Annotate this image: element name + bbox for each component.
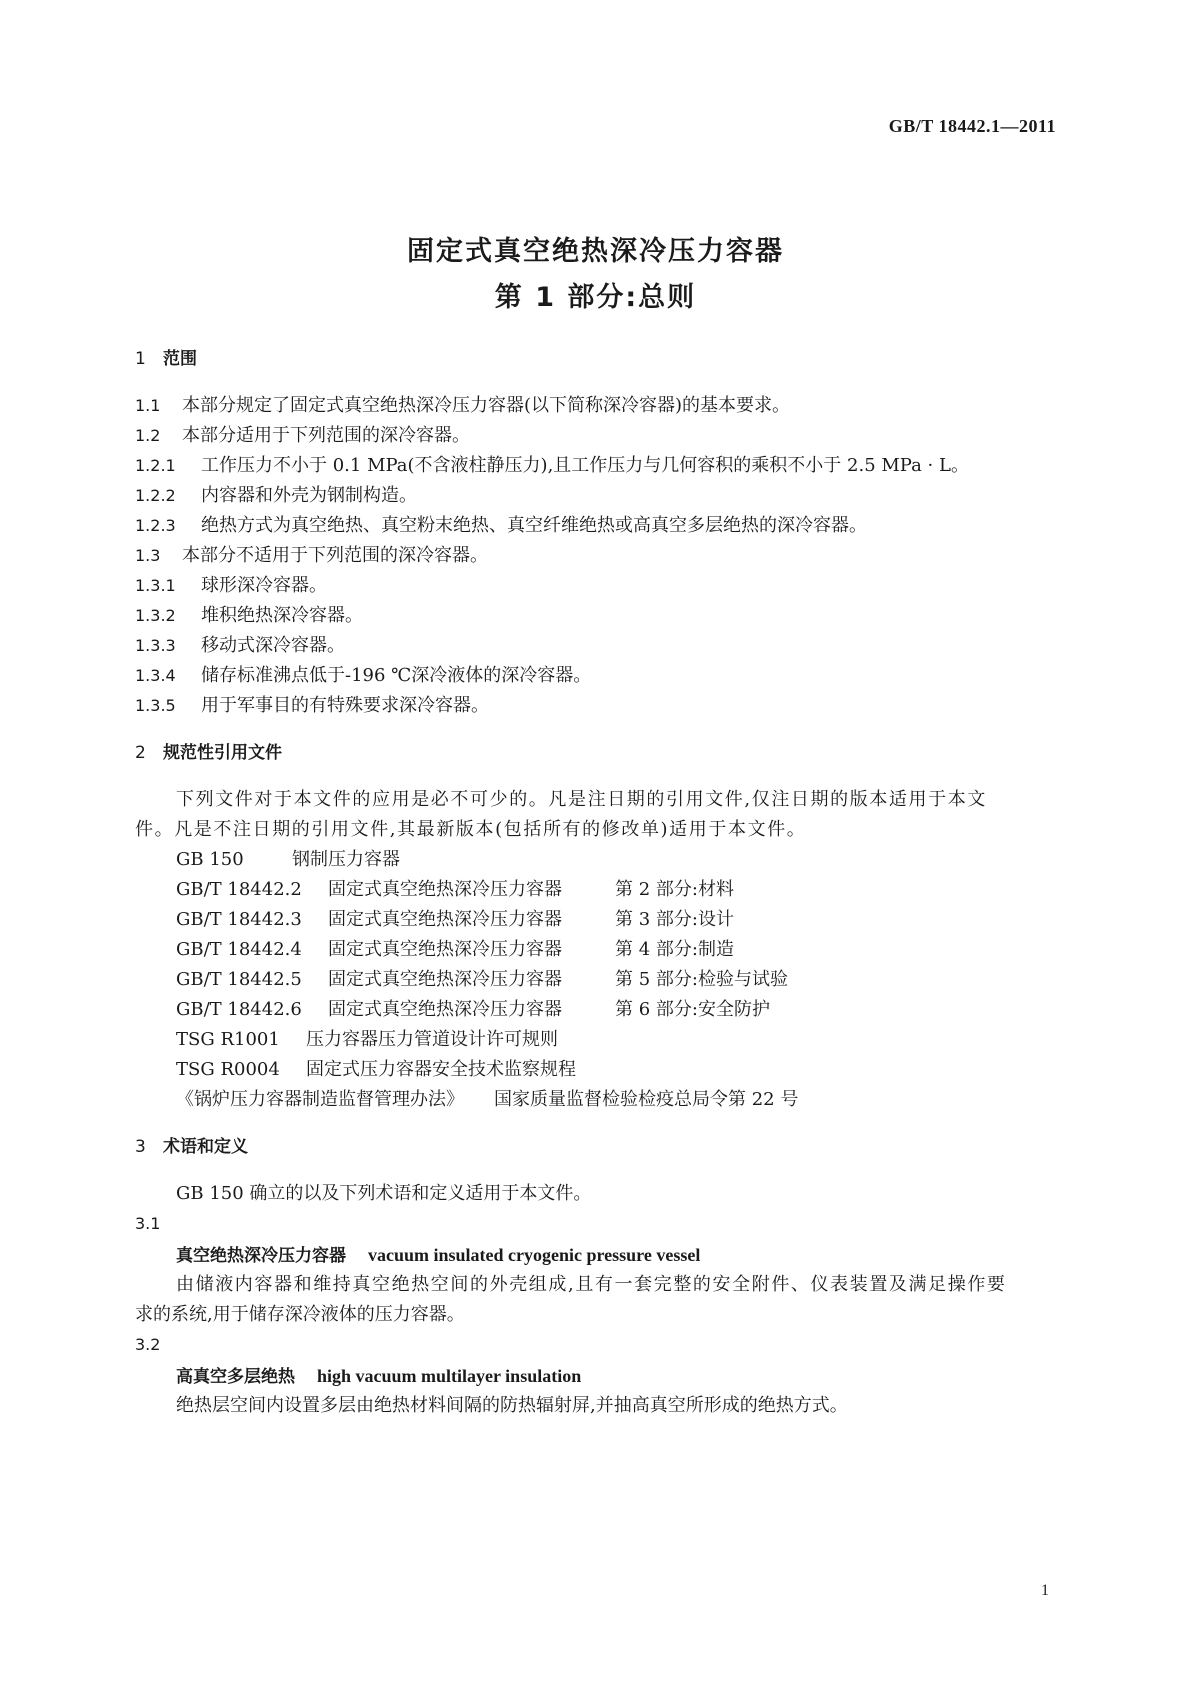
reference-part: 第 2 部分:材料: [615, 879, 734, 900]
section-3-intro: GB 150 确立的以及下列术语和定义适用于本文件。: [176, 1183, 592, 1204]
reference-item: [176, 968, 1106, 992]
clause-number: 3.1: [135, 1214, 161, 1233]
reference-part: 第 6 部分:安全防护: [615, 999, 770, 1020]
section-title: 范围: [163, 349, 197, 369]
clause-1-2-3: [135, 514, 1065, 538]
reference-code: GB/T 18442.2: [176, 879, 302, 900]
clause-number: 1.3.5: [135, 696, 176, 715]
reference-item: [176, 1088, 1106, 1112]
clause-text: 本部分适用于下列范围的深冷容器。: [182, 425, 470, 446]
clause-number: 1.3.2: [135, 606, 176, 625]
reference-item: [176, 998, 1106, 1022]
clause-1-3-4: [135, 664, 1065, 688]
reference-code: GB/T 18442.6: [176, 999, 302, 1020]
term-3-1-definition-line2: 求的系统,用于储存深冷液体的压力容器。: [135, 1304, 465, 1325]
reference-name: 固定式真空绝热深冷压力容器: [328, 879, 562, 900]
term-3-1-number: [135, 1212, 1065, 1236]
reference-name: 固定式真空绝热深冷压力容器: [328, 939, 562, 960]
clause-1-3-2: [135, 604, 1065, 628]
document-subtitle: 第 1 部分:总则: [494, 282, 697, 313]
reference-part: 第 4 部分:制造: [615, 939, 734, 960]
clause-number: 1.2.1: [135, 456, 176, 475]
clause-number: 1.2.3: [135, 516, 176, 535]
clause-1-3-5: [135, 694, 1065, 718]
section-title: 术语和定义: [163, 1137, 248, 1157]
reference-name: 固定式真空绝热深冷压力容器: [328, 999, 562, 1020]
reference-name: 钢制压力容器: [292, 849, 400, 870]
reference-code: GB/T 18442.3: [176, 909, 302, 930]
clause-number: 3.2: [135, 1335, 161, 1354]
reference-item: [176, 848, 1106, 872]
section-3-heading: [135, 1135, 1065, 1159]
clause-text: 工作压力不小于 0.1 MPa(不含液柱静压力),且工作压力与几何容积的乘积不小于 2.5 MPa · L。: [201, 455, 969, 476]
reference-part: 第 3 部分:设计: [615, 909, 734, 930]
page-number: 1: [1041, 1582, 1049, 1599]
reference-item: [176, 878, 1106, 902]
clause-number: 1.2.2: [135, 486, 176, 505]
reference-code: TSG R0004: [176, 1059, 280, 1080]
reference-code: GB 150: [176, 849, 244, 870]
clause-text: 储存标准沸点低于-196 ℃深冷液体的深冷容器。: [201, 665, 592, 686]
reference-name: 固定式压力容器安全技术监察规程: [306, 1059, 576, 1080]
clause-1-3: [135, 544, 1065, 568]
clause-text: 本部分规定了固定式真空绝热深冷压力容器(以下简称深冷容器)的基本要求。: [182, 395, 791, 416]
section-number: 2: [135, 743, 146, 763]
reference-item: [176, 1028, 1106, 1052]
document-title: 固定式真空绝热深冷压力容器: [407, 236, 784, 267]
section-number: 1: [135, 349, 146, 369]
term-chinese: 高真空多层绝热: [176, 1367, 295, 1387]
reference-name: 压力容器压力管道设计许可规则: [306, 1029, 558, 1050]
section-title: 规范性引用文件: [163, 743, 282, 763]
reference-item: [176, 908, 1106, 932]
clause-number: 1.3: [135, 546, 161, 565]
clause-1-3-1: [135, 574, 1065, 598]
clause-1-2-1: [135, 454, 1065, 478]
term-3-2-heading: [176, 1364, 1106, 1389]
term-3-1-heading: [176, 1243, 1106, 1268]
reference-part: 第 5 部分:检验与试验: [615, 969, 788, 990]
reference-item: [176, 938, 1106, 962]
reference-code: GB/T 18442.4: [176, 939, 302, 960]
term-3-1-definition-line1: 由储液内容器和维持真空绝热空间的外壳组成,且有一套完整的安全附件、仪表装置及满足操作要: [176, 1274, 1007, 1295]
clause-number: 1.3.1: [135, 576, 176, 595]
reference-item: [176, 1058, 1106, 1082]
standard-code-header: GB/T 18442.1—2011: [888, 116, 1056, 136]
term-english: vacuum insulated cryogenic pressure vessel: [368, 1245, 701, 1265]
clause-1-1: [135, 394, 1065, 418]
section-2-heading: [135, 741, 1065, 765]
reference-name: 国家质量监督检验检疫总局令第 22 号: [494, 1089, 799, 1110]
section-2-intro-line1: 下列文件对于本文件的应用是必不可少的。凡是注日期的引用文件,仅注日期的版本适用于本文: [176, 789, 987, 810]
clause-text: 球形深冷容器。: [201, 575, 327, 596]
term-3-2-definition: 绝热层空间内设置多层由绝热材料间隔的防热辐射屏,并抽高真空所形成的绝热方式。: [176, 1395, 848, 1416]
clause-text: 堆积绝热深冷容器。: [201, 605, 363, 626]
reference-name: 固定式真空绝热深冷压力容器: [328, 969, 562, 990]
section-2-intro-line2: 件。凡是不注日期的引用文件,其最新版本(包括所有的修改单)适用于本文件。: [135, 819, 807, 840]
reference-code: GB/T 18442.5: [176, 969, 302, 990]
reference-code: 《锅炉压力容器制造监督管理办法》: [176, 1089, 464, 1110]
clause-number: 1.3.4: [135, 666, 176, 685]
clause-1-2-2: [135, 484, 1065, 508]
reference-code: TSG R1001: [176, 1029, 280, 1050]
clause-text: 内容器和外壳为钢制构造。: [201, 485, 417, 506]
clause-text: 本部分不适用于下列范围的深冷容器。: [182, 545, 488, 566]
term-chinese: 真空绝热深冷压力容器: [176, 1246, 346, 1266]
section-1-heading: [135, 347, 1065, 371]
clause-1-2: [135, 424, 1065, 448]
clause-1-3-3: [135, 634, 1065, 658]
clause-text: 绝热方式为真空绝热、真空粉末绝热、真空纤维绝热或高真空多层绝热的深冷容器。: [201, 515, 867, 536]
clause-text: 移动式深冷容器。: [201, 635, 345, 656]
term-english: high vacuum multilayer insulation: [317, 1366, 582, 1386]
reference-name: 固定式真空绝热深冷压力容器: [328, 909, 562, 930]
clause-text: 用于军事目的有特殊要求深冷容器。: [201, 695, 489, 716]
clause-number: 1.1: [135, 396, 161, 415]
term-3-2-number: [135, 1333, 1065, 1357]
section-number: 3: [135, 1137, 146, 1157]
clause-number: 1.3.3: [135, 636, 176, 655]
clause-number: 1.2: [135, 426, 161, 445]
